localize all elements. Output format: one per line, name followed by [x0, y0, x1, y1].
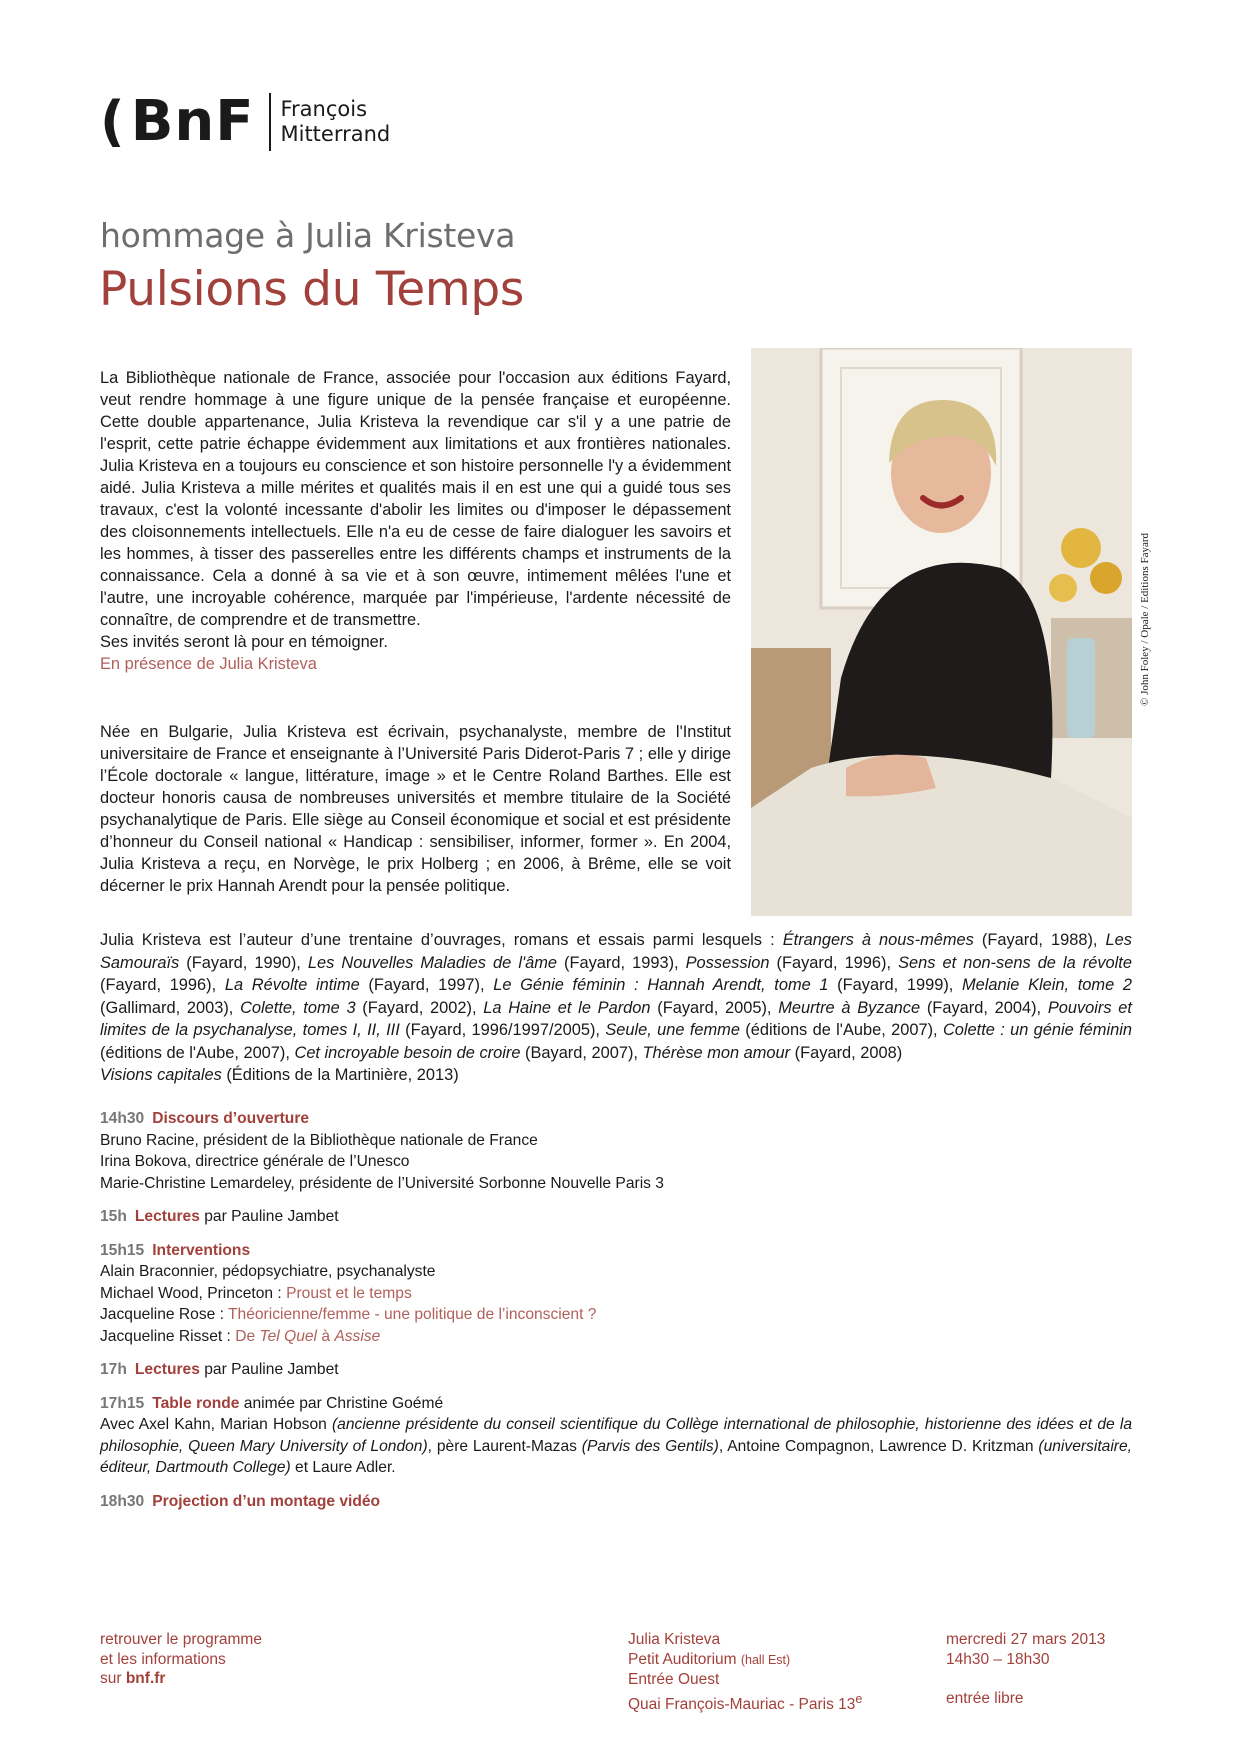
- slot-time: 18h30: [100, 1492, 145, 1510]
- works-paragraph: [100, 929, 1132, 1087]
- work-info: (Fayard, 2008): [790, 1043, 903, 1062]
- portrait-illustration: [751, 348, 1132, 916]
- work-title: Le Génie féminin : Hannah Arendt, tome 1: [493, 976, 829, 994]
- works-lead: Julia Kristeva est l’auteur d’une trentaine d’ouvrages, romans et essais parmi lesquels :: [100, 931, 783, 949]
- program-reading-2: [100, 1359, 1132, 1381]
- slot-title: Lectures: [134, 1361, 200, 1378]
- bio-paragraph: Née en Bulgarie, Julia Kristeva est écrivain, psychanalyste, membre de l'Institut universitaire de France et enseignante à l’Université Paris Diderot-Paris 7 ; elle y dirige l’École doctorale « langue, littérature, image » et le Centre Roland Barthes. Elle est docteur honoris causa de nombreuses universités et membre titulaire de la Société psychanalytique de Paris. Elle siège au Conseil économique et social et est présidente d’honneur du Conseil national « Handicap : sensibiliser, informer, former ». En 2004, Julia Kristeva a reçu, en Norvège, le prix Holberg ; en 2006, à Brême, elle se voit décerner le prix Hannah Arendt pour la pensée politique.: [100, 723, 731, 895]
- work-title: Pouvoirs et limites de la psychanalyse, tomes I, II, III: [100, 998, 1132, 1039]
- participants-text: , Antoine Compagnon, Lawrence D. Kritzman: [718, 1437, 1039, 1455]
- work-info: (Fayard, 2005),: [650, 998, 779, 1017]
- work-info: (Fayard, 1993),: [556, 953, 686, 972]
- program-reading-1: [100, 1206, 1132, 1228]
- slot-title: Interventions: [152, 1241, 251, 1259]
- separator: :: [222, 1327, 236, 1345]
- event-subtitle: hommage à Julia Kristeva: [100, 216, 516, 255]
- participants-note: (ancienne présidente du conseil scientifique du Collège international de philosophie, historienne des idées et de la philosophie, Queen Mary University of London): [100, 1416, 1133, 1455]
- work-info: (Fayard, 1996),: [769, 953, 899, 972]
- logo-bracket: (: [100, 90, 125, 153]
- footer-line: [628, 1650, 862, 1671]
- logo-site: [281, 97, 391, 147]
- work-info: (Fayard, 1990),: [179, 953, 308, 972]
- talk-topic: [235, 1328, 380, 1345]
- talk-topic: Théoricienne/femme - une politique de l’inconscient ?: [228, 1306, 597, 1323]
- work-info: (éditions de l'Aube, 2007),: [739, 1021, 943, 1039]
- speaker-name: Bruno Racine: [100, 1131, 195, 1149]
- round-table-participants: [100, 1414, 1132, 1479]
- speaker-role: , directrice générale de l’Unesco: [186, 1153, 410, 1170]
- work-info: (Fayard, 1997),: [359, 976, 494, 994]
- slot-title: Lectures: [134, 1208, 200, 1225]
- footer-line: Entrée Ouest: [628, 1671, 720, 1688]
- footer-date: [946, 1630, 1105, 1708]
- intro-presence: En présence de Julia Kristeva: [100, 655, 317, 673]
- program-video: [100, 1491, 1132, 1513]
- work-info-last: (Éditions de la Martinière, 2013): [221, 1066, 459, 1084]
- work-title: La Révolte intime: [224, 976, 360, 994]
- work-title: Meurtre à Byzance: [778, 998, 921, 1017]
- speaker-role: , présidente de l’Université Sorbonne Nouvelle Paris 3: [290, 1174, 664, 1192]
- work-title: Colette : un génie féminin: [942, 1021, 1132, 1039]
- participants-text: , père Laurent-Mazas: [427, 1437, 582, 1455]
- footer-text: Quai François-Mauriac - Paris 13: [628, 1695, 856, 1713]
- program-opening: [100, 1108, 1132, 1194]
- work-info: (Fayard, 1999),: [828, 976, 963, 994]
- work-info: (Fayard, 2002),: [355, 998, 484, 1017]
- logo-divider: [269, 93, 271, 151]
- participants-text: Avec Axel Kahn, Marian Hobson: [100, 1416, 332, 1433]
- slot-time: 17h15: [100, 1394, 145, 1412]
- slot-time: 17h: [100, 1361, 127, 1378]
- slot-title: Discours d’ouverture: [152, 1110, 310, 1127]
- speaker-name: Jacqueline Rose: [100, 1306, 216, 1323]
- event-title: Pulsions du Temps: [99, 262, 525, 317]
- work-title: Les Nouvelles Maladies de l'âme: [307, 953, 557, 972]
- work-title: Sens et non-sens de la révolte: [898, 953, 1132, 972]
- photo-credit: © John Foley / Opale / Editions Fayard: [1139, 532, 1151, 706]
- intro-text: La Bibliothèque nationale de France, associée pour l'occasion aux éditions Fayard, veut rendre hommage à une figure unique de la pensée française et européenne. Cette double appartenance, Julia Kristeva la revendique car s'il y a une patrie de l'esprit, cette patrie échappe évidemment aux limitations et aux frontières nationales. Julia Kristeva en a toujours eu conscience et son histoire personnelle l'y a évidemment aidé. Julia Kristeva a mille mérites et qualités mais il en est une qui a guidé tous ses travaux, c'est la volonté incessante d'abolir les limites ou d'imposer le dépassement des cloisonnements intellectuels. Elle n'a eu de cesse de faire dialoguer les savoirs et les hommes, à tisser des passerelles entre les différents champs et instruments de la connaissance. Cela a donné à sa vie et à son œuvre, intimement mêlées l'une et l'autre, une incroyable cohérence, marquée par l'impérieuse, l'ardente nécessité de connaître, de comprendre et de transmettre.: [100, 369, 731, 629]
- intro-paragraph: [100, 367, 731, 675]
- participants-note: (universitaire, éditeur, Dartmouth College): [100, 1437, 1132, 1476]
- slot-host: animée par Christine Goémé: [239, 1394, 444, 1412]
- work-title: Étrangers à nous-mêmes: [782, 931, 974, 949]
- work-title: Possession: [685, 953, 770, 972]
- footer-line: [100, 1669, 262, 1689]
- work-info: (Fayard, 1996),: [100, 976, 225, 994]
- speaker-name: Alain Braconnier: [100, 1263, 214, 1280]
- footer-line: mercredi 27 mars 2013: [946, 1631, 1106, 1648]
- footer-venue: [628, 1630, 862, 1714]
- work-info: (Bayard, 2007),: [520, 1043, 643, 1062]
- slot-time: 14h30: [100, 1110, 145, 1127]
- works-list: [100, 931, 1132, 1062]
- slot-time: 15h: [100, 1208, 127, 1225]
- footer-line: entrée libre: [946, 1689, 1024, 1707]
- talk-topic-part: Tel Quel: [259, 1327, 318, 1345]
- footer-line: [628, 1690, 862, 1715]
- work-title: Melanie Klein, tome 2: [962, 976, 1132, 994]
- slot-title: Projection d’un montage vidéo: [152, 1492, 381, 1510]
- participants-text: et Laure Adler.: [290, 1459, 396, 1476]
- speaker-role: , président de la Bibliothèque nationale de France: [194, 1131, 538, 1149]
- talk-topic-part: De: [235, 1327, 260, 1345]
- speaker-role: , pédopsychiatre, psychanalyste: [213, 1263, 436, 1280]
- slot-by: par Pauline Jambet: [199, 1361, 339, 1378]
- program-interventions: [100, 1240, 1132, 1348]
- footer-line: 14h30 – 18h30: [946, 1650, 1050, 1668]
- work-title: Les Samouraïs: [100, 931, 1132, 972]
- bnf-logo: [100, 89, 391, 154]
- logo-name: BnF: [130, 89, 255, 154]
- bnf-link[interactable]: bnf.fr: [125, 1670, 166, 1687]
- footer-note: (hall Est): [740, 1652, 791, 1667]
- footer-line: retrouver le programme: [100, 1631, 262, 1648]
- slot-time: 15h15: [100, 1241, 145, 1259]
- program-round-table: [100, 1393, 1132, 1479]
- footer-line: Julia Kristeva: [628, 1631, 721, 1648]
- slot-by: par Pauline Jambet: [199, 1208, 339, 1225]
- work-title: Colette, tome 3: [240, 998, 356, 1017]
- work-title: Thérèse mon amour: [642, 1043, 791, 1062]
- speaker-name: Jacqueline Risset: [100, 1327, 223, 1345]
- speaker-name: Irina Bokova: [100, 1153, 187, 1170]
- footer-line: et les informations: [100, 1650, 226, 1668]
- work-title-last: Visions capitales: [100, 1066, 222, 1084]
- footer-text: sur: [100, 1670, 126, 1687]
- speaker-name: Marie-Christine Lemardeley: [100, 1174, 291, 1192]
- work-title: Seule, une femme: [605, 1021, 740, 1039]
- intro-closing: Ses invités seront là pour en témoigner.: [100, 633, 388, 651]
- footer-info: [100, 1630, 262, 1689]
- logo-site-line1: François: [280, 97, 368, 121]
- logo-site-line2: Mitterrand: [280, 122, 391, 146]
- work-info: (Gallimard, 2003),: [100, 998, 241, 1017]
- work-info: (Fayard, 1988),: [973, 931, 1106, 949]
- work-title: Cet incroyable besoin de croire: [294, 1043, 521, 1062]
- slot-title: Table ronde: [152, 1394, 240, 1412]
- talk-topic-part: Assise: [334, 1327, 381, 1345]
- participants-note: (Parvis des Gentils): [581, 1437, 719, 1455]
- footer-spacer: [946, 1669, 1105, 1689]
- program-schedule: [100, 1108, 1132, 1524]
- separator: :: [215, 1306, 229, 1323]
- portrait-photo: [751, 348, 1132, 916]
- work-info: (Fayard, 2004),: [920, 998, 1048, 1017]
- work-info: (Fayard, 1996/1997/2005),: [399, 1021, 606, 1039]
- footer-text: Petit Auditorium: [628, 1650, 741, 1668]
- work-info: (éditions de l'Aube, 2007),: [100, 1043, 295, 1062]
- work-title: La Haine et le Pardon: [483, 998, 651, 1017]
- footer-sup: e: [855, 1691, 863, 1706]
- speaker-name: Michael Wood: [100, 1284, 199, 1302]
- talk-topic-part: à: [317, 1327, 335, 1345]
- speaker-affiliation: , Princeton :: [198, 1284, 287, 1302]
- talk-topic: Proust et le temps: [286, 1284, 412, 1302]
